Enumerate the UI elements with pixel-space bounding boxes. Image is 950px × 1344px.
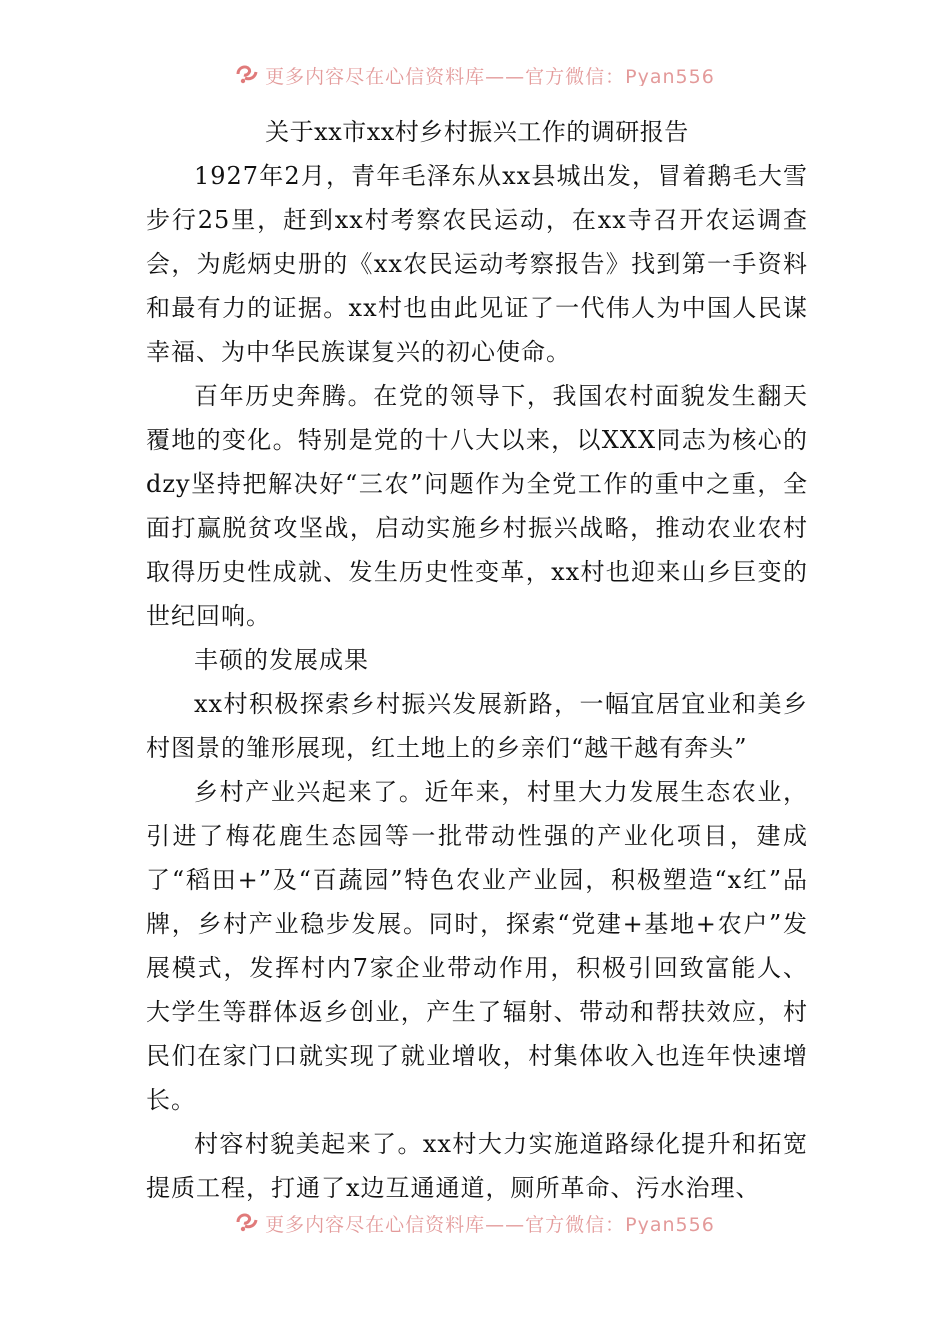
watermark-logo-icon	[235, 62, 259, 86]
paragraph-village-appearance: 村容村貌美起来了。xx村大力实施道路绿化提升和拓宽提质工程，打通了x边互通通道，厕所革命、污水治理、	[146, 1130, 808, 1202]
paragraph-history: 百年历史奔腾。在党的领导下，我国农村面貌发生翻天覆地的变化。特别是党的十八大以来，以XXX同志为核心的dzy坚持把解决好“三农”问题作为全党工作的重中之重，全面打赢脱贫攻坚战，启动实施乡村振兴战略，推动农业农村取得历史性成就、发生历史性变革，xx村也迎来山乡巨变的世纪回响。	[146, 382, 808, 630]
watermark-text: 更多内容尽在心信资料库——官方微信：Pyan556	[265, 65, 715, 86]
watermark-text: 更多内容尽在心信资料库——官方微信：Pyan556	[265, 1213, 715, 1234]
watermark-logo-icon	[235, 1210, 259, 1234]
section-heading: 丰硕的发展成果	[194, 646, 369, 674]
paragraph-intro: 1927年2月，青年毛泽东从xx县城出发，冒着鹅毛大雪步行25里，赶到xx村考察农民运动，在xx寺召开农运调查会，为彪炳史册的《xx农民运动考察报告》找到第一手资料和最有力的证据。xx村也由此见证了一代伟人为中国人民谋幸福、为中华民族谋复兴的初心使命。	[146, 162, 808, 366]
paragraph-industry: 乡村产业兴起来了。近年来，村里大力发展生态农业，引进了梅花鹿生态园等一批带动性强的产业化项目，建成了“稻田+”及“百蔬园”特色农业产业园，积极塑造“x红”品牌，乡村产业稳步发展。同时，探索“党建+基地+农户”发展模式，发挥村内7家企业带动作用，积极引回致富能人、大学生等群体返乡创业，产生了辐射、带动和帮扶效应，村民们在家门口就实现了就业增收，村集体收入也连年快速增长。	[146, 778, 808, 1114]
watermark-banner-top	[0, 56, 950, 86]
document-title: 关于xx市xx村乡村振兴工作的调研报告	[265, 118, 689, 146]
paragraph-achievements: xx村积极探索乡村振兴发展新路，一幅宜居宜业和美乡村图景的雏形展现，红土地上的乡亲们“越干越有奔头”	[146, 690, 808, 762]
watermark-banner-bottom	[0, 1204, 950, 1234]
document-body	[146, 110, 808, 1210]
